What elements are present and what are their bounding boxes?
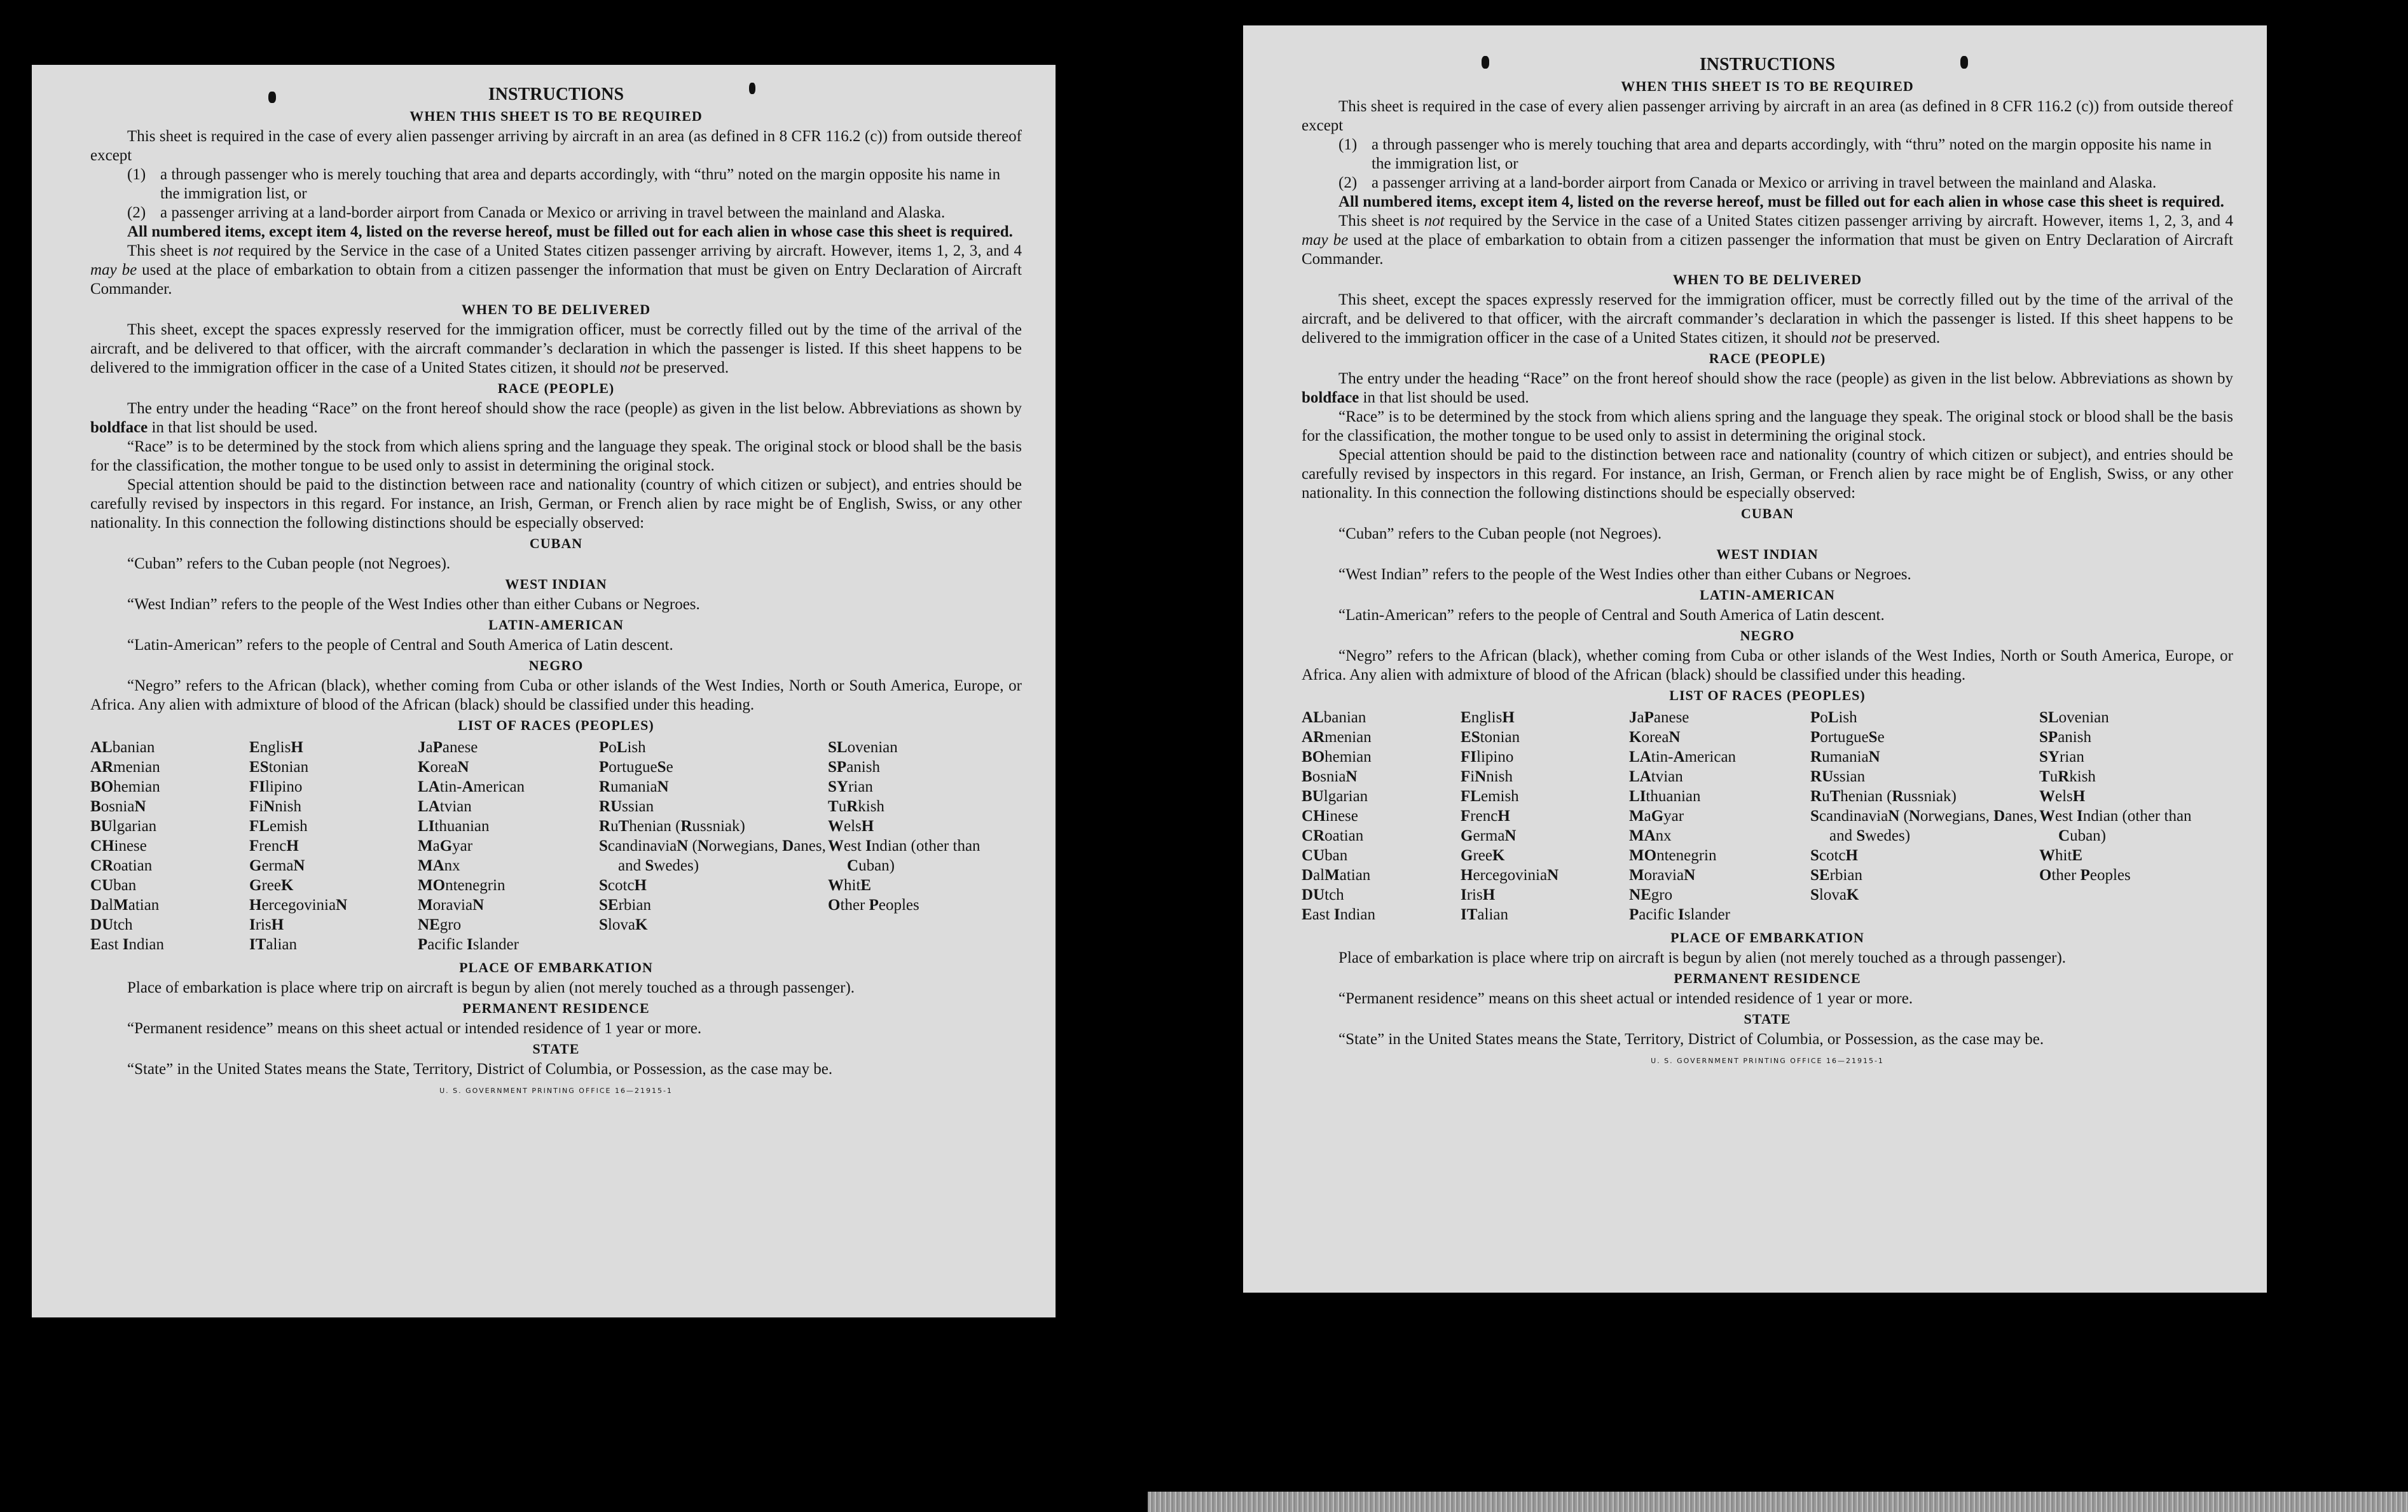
race-entry: EStonian [1461,729,1520,746]
paragraph: Place of embarkation is place where trip on aircraft is begun by alien (not merely touched as a through passenger). [1338,949,2067,966]
race-entry: BOhemian [1302,748,1372,766]
race-entry: FLemish [1461,788,1519,805]
race-entry: EnglisH [249,739,303,756]
race-entry: LAtin-American [1629,748,1737,766]
printer-imprint: U. S. GOVERNMENT PRINTING OFFICE 16—21915-1 [1651,1057,1884,1065]
race-entry: Other Peoples [2039,867,2131,884]
paragraph: “Latin-American” refers to the people of Central and South America of Latin descent. [127,636,673,654]
race-entry: JaPanese [418,739,478,756]
race-entry: SErbian [1810,867,1862,884]
race-entry: BUlgarian [90,818,157,835]
races-column [828,738,1019,954]
section-heading: LATIN-AMERICAN [1700,587,1835,603]
race-entry: FLemish [249,818,308,835]
list-item: (2) a passenger arriving at a land-border airport from Canada or Mexico or arriving in travel between the mainland and Alaska. [127,204,946,221]
race-entry: RuThenian (Russniak) [599,818,745,835]
paragraph: “Permanent residence” means on this sheet actual or intended residence of 1 year or more. [127,1020,702,1037]
race-entry: BOhemian [90,778,160,795]
race-entry: ScandinaviaN (Norwegians, Danes, and Swedes) [599,837,826,874]
section-heading: STATE [1744,1011,1791,1027]
race-entry: EnglisH [1461,709,1515,726]
race-entry: BUlgarian [1302,788,1368,805]
section-heading: LIST OF RACES (PEOPLES) [1669,687,1866,703]
paragraph: This sheet is required in the case of every alien passenger arriving by aircraft in an area (as defined in 8 CFR 116.2 (c)) from outside thereof except [1302,98,2233,134]
paragraph: “Permanent residence” means on this sheet actual or intended residence of 1 year or more. [1338,990,1913,1007]
race-entry: LIthuanian [418,818,490,835]
paragraph: This sheet, except the spaces expressly reserved for the immigration officer, must be correctly filled out by the time of the arrival of the aircraft, and be delivered to that officer, with the aircraft commander’s declaration in which the passenger is listed. If this sheet happens to be delivered to the immigration officer in the case of a United States citizen, it should not be preserved. [1302,291,2233,347]
race-entry: DUtch [1302,886,1344,904]
race-entry: NEgro [1629,886,1673,904]
race-entry: GermaN [1461,827,1517,844]
section-heading: CUBAN [529,535,583,551]
document-page-left [32,65,1056,1317]
race-entry: ScotcH [599,877,647,894]
race-entry: CUban [1302,847,1348,864]
paragraph: “Cuban” refers to the Cuban people (not Negroes). [127,555,451,572]
race-entry: ScotcH [1810,847,1858,864]
paragraph: “West Indian” refers to the people of the West Indies other than either Cubans or Negroes. [1338,566,1911,583]
race-entry: EStonian [249,759,309,776]
race-entry: RuThenian (Russniak) [1810,788,1957,805]
race-entry: SLovenian [2039,709,2109,726]
race-entry: SYrian [828,778,873,795]
race-entry: LAtin-American [418,778,525,795]
race-entry: TuRkish [2039,768,2096,785]
race-entry: ALbanian [90,739,155,756]
instructions-sheet [1302,54,2233,1071]
races-column [1302,708,1461,924]
paragraph: All numbered items, except item 4, listed on the reverse hereof, must be filled out for each alien in whose case this sheet is required. [1338,193,2224,210]
paragraph: This sheet is not required by the Service in the case of a United States citizen passenger arriving by aircraft. However, items 1, 2, 3, and 4 may be used at the place of embarkation to obtain from a citizen passenger the information that must be given on Entry Declaration of Aircraft Commander. [1302,212,2234,268]
section-heading: CUBAN [1740,505,1794,521]
paragraph: All numbered items, except item 4, listed on the reverse hereof, must be filled out for each alien in whose case this sheet is required. [127,223,1013,240]
race-entry: TuRkish [828,798,884,815]
race-entry: IrisH [1461,886,1496,904]
section-heading: WEST INDIAN [505,576,607,592]
section-heading: WEST INDIAN [1716,546,1819,562]
paragraph: This sheet is not required by the Service in the case of a United States citizen passenger arriving by aircraft. However, items 1, 2, 3, and 4 may be used at the place of embarkation to obtain from a citizen passenger the information that must be given on Entry Declaration of Aircraft Commander. [90,242,1022,298]
document-page-right [1243,25,2267,1293]
section-heading: PLACE OF EMBARKATION [459,959,653,975]
page-title: INSTRUCTIONS [488,85,624,104]
races-column [90,738,249,954]
race-entry: GermaN [249,857,305,874]
paragraph: The entry under the heading “Race” on the front hereof should show the race (people) as given in the list below. Abbreviations as shown by boldface in that list should be used. [1302,370,2233,406]
paragraph: “West Indian” refers to the people of the West Indies other than either Cubans or Negroes. [127,596,700,613]
paragraph: Special attention should be paid to the distinction between race and nationality (country of which citizen or subject), and entries should be carefully revised by inspectors in this regard. For instance, an Irish, German, or French alien by race might be of English, Swiss, or any other nationality. In this connection the following distinctions should be especially observed: [1302,446,2233,502]
race-entry: RUssian [599,798,654,815]
race-entry: MaGyar [418,837,473,855]
race-entry: ARmenian [1302,729,1372,746]
race-entry: WhitE [2039,847,2083,864]
race-entry: RUssian [1810,768,1866,785]
paragraph: This sheet is required in the case of every alien passenger arriving by aircraft in an area (as defined in 8 CFR 116.2 (c)) from outside thereof except [90,128,1022,164]
race-entry: SErbian [599,897,651,914]
race-entry: MAnx [418,857,460,874]
race-entry: Pacific Islander [418,936,519,953]
races-column [249,738,418,954]
race-entry: CHinese [1302,808,1358,825]
section-heading: PLACE OF EMBARKATION [1670,930,1864,945]
race-entry: FIlipino [1461,748,1514,766]
race-entry: MOntenegrin [418,877,506,894]
race-entry: HercegoviniaN [1461,867,1559,884]
race-entry: SYrian [2039,748,2084,766]
list-item: (2) a passenger arriving at a land-border airport from Canada or Mexico or arriving in travel between the mainland and Alaska. [1338,174,2157,191]
race-entry: WhitE [828,877,872,894]
paragraph: Special attention should be paid to the distinction between race and nationality (country of which citizen or subject), and entries should be carefully revised by inspectors in this regard. For instance, an Irish, German, or French alien by race might be of English, Swiss, or any other nationality. In this connection the following distinctions should be especially observed: [90,476,1022,532]
race-entry: BosniaN [90,798,146,815]
race-entry: West Indian (other than Cuban) [828,837,980,874]
race-entry: ITalian [1461,906,1509,923]
race-entry: RumaniaN [599,778,669,795]
race-entry: SlovaK [599,916,648,933]
race-entry: CRoatian [90,857,153,874]
race-entry: FIlipino [249,778,303,795]
race-entry: WelsH [2039,788,2086,805]
section-heading: WHEN TO BE DELIVERED [461,301,651,317]
paragraph: “State” in the United States means the State, Territory, District of Columbia, or Possession, as the case may be. [1338,1031,2044,1048]
race-entry: NEgro [418,916,462,933]
paragraph: “State” in the United States means the State, Territory, District of Columbia, or Possession, as the case may be. [127,1061,833,1078]
race-entry: BosniaN [1302,768,1358,785]
race-entry: ScandinaviaN (Norwegians, Danes, and Swedes) [1810,808,2037,844]
page-title: INSTRUCTIONS [1699,55,1836,74]
race-entry: MoraviaN [1629,867,1696,884]
race-entry: FrencH [1461,808,1510,825]
section-heading: WHEN THIS SHEET IS TO BE REQUIRED [409,108,703,124]
race-entry: MAnx [1629,827,1672,844]
section-heading: PERMANENT RESIDENCE [462,1000,650,1016]
races-column [599,738,828,954]
section-heading: NEGRO [1740,628,1795,643]
race-entry: SPanish [828,759,880,776]
race-entry: KoreaN [1629,729,1681,746]
race-entry: MaGyar [1629,808,1684,825]
race-entry: LAtvian [1629,768,1683,785]
race-entry: PoLish [1810,709,1857,726]
races-list [1302,708,2233,924]
section-heading: STATE [532,1041,580,1057]
race-entry: SPanish [2039,729,2091,746]
paragraph: “Negro” refers to the African (black), whether coming from Cuba or other islands of the West Indies, North or South America, Europe, or Africa. Any alien with admixture of blood of the African (black) should be classified under this heading. [1302,647,2233,684]
race-entry: PoLish [599,739,646,756]
section-heading: WHEN THIS SHEET IS TO BE REQUIRED [1621,78,1914,94]
race-entry: East Indian [1302,906,1375,923]
races-column [2039,708,2230,924]
race-entry: PortugueSe [1810,729,1885,746]
paragraph: The entry under the heading “Race” on the front hereof should show the race (people) as given in the list below. Abbreviations as shown by boldface in that list should be used. [90,400,1022,436]
paragraph: “Race” is to be determined by the stock from which aliens spring and the language they speak. The original stock or blood shall be the basis for the classification, the mother tongue to be used only to assist in determining the original stock. [90,438,1022,474]
race-entry: FiNnish [1461,768,1513,785]
races-column [1461,708,1629,924]
race-entry: JaPanese [1629,709,1689,726]
races-list [90,738,1022,954]
race-entry: MoraviaN [418,897,485,914]
printer-imprint: U. S. GOVERNMENT PRINTING OFFICE 16—21915-1 [439,1087,673,1095]
races-column [1629,708,1810,924]
paragraph: This sheet, except the spaces expressly reserved for the immigration officer, must be correctly filled out by the time of the arrival of the aircraft, and be delivered to that officer, with the aircraft commander’s declaration in which the passenger is listed. If this sheet happens to be delivered to the immigration officer in the case of a United States citizen, it should not be preserved. [90,321,1022,376]
race-entry: GreeK [249,877,294,894]
race-entry: East Indian [90,936,164,953]
race-entry: RumaniaN [1810,748,1880,766]
list-item: (1) a through passenger who is merely touching that area and departs accordingly, with “thru” noted on the margin opposite his name in the immigration list, or [127,166,1001,202]
paragraph: Place of embarkation is place where trip on aircraft is begun by alien (not merely touched as a through passenger). [127,979,855,996]
race-entry: IrisH [249,916,284,933]
instructions-sheet [90,84,1022,1101]
paragraph: “Latin-American” refers to the people of Central and South America of Latin descent. [1338,607,1885,624]
race-entry: LIthuanian [1629,788,1701,805]
race-entry: LAtvian [418,798,472,815]
race-entry: DalMatian [1302,867,1371,884]
scanner-strip [1148,1492,2408,1512]
paragraph: “Negro” refers to the African (black), whether coming from Cuba or other islands of the West Indies, North or South America, Europe, or Africa. Any alien with admixture of blood of the African (black) should be classified under this heading. [90,677,1022,713]
race-entry: West Indian (other than Cuban) [2039,808,2192,844]
race-entry: FiNnish [249,798,301,815]
races-column [418,738,599,954]
race-entry: DUtch [90,916,133,933]
race-entry: DalMatian [90,897,160,914]
race-entry: ALbanian [1302,709,1366,726]
race-entry: PortugueSe [599,759,673,776]
section-heading: WHEN TO BE DELIVERED [1672,271,1862,287]
section-heading: PERMANENT RESIDENCE [1674,970,1861,986]
race-entry: SlovaK [1810,886,1859,904]
paragraph: “Race” is to be determined by the stock from which aliens spring and the language they speak. The original stock or blood shall be the basis for the classification, the mother tongue to be used only to assist in determining the original stock. [1302,408,2233,444]
section-heading: RACE (PEOPLE) [497,380,615,396]
section-heading: RACE (PEOPLE) [1709,350,1826,366]
race-entry: WelsH [828,818,874,835]
race-entry: ITalian [249,936,298,953]
race-entry: KoreaN [418,759,469,776]
paragraph: “Cuban” refers to the Cuban people (not Negroes). [1338,525,1662,542]
race-entry: GreeK [1461,847,1505,864]
list-item: (1) a through passenger who is merely touching that area and departs accordingly, with “thru” noted on the margin opposite his name in the immigration list, or [1338,136,2212,172]
race-entry: FrencH [249,837,299,855]
race-entry: ARmenian [90,759,160,776]
section-heading: NEGRO [528,657,584,673]
race-entry: MOntenegrin [1629,847,1717,864]
section-heading: LATIN-AMERICAN [488,617,624,633]
section-heading: LIST OF RACES (PEOPLES) [458,717,654,733]
race-entry: Other Peoples [828,897,919,914]
race-entry: CHinese [90,837,147,855]
race-entry: CUban [90,877,137,894]
races-column [1810,708,2039,924]
race-entry: Pacific Islander [1629,906,1730,923]
race-entry: SLovenian [828,739,898,756]
race-entry: HercegoviniaN [249,897,348,914]
race-entry: CRoatian [1302,827,1364,844]
